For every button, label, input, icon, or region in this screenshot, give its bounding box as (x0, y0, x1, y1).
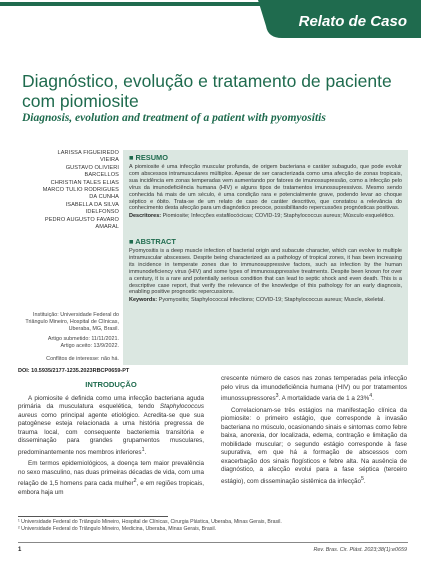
submission-dates (18, 336, 119, 350)
footnote-divider (18, 516, 168, 517)
author-line: BARCELLOS (84, 172, 119, 179)
keywords-text: Piomiosite; Infecções estafilocócicas; COVID-19; Staphylococcus aureus; Músculo esquelético. (161, 213, 395, 220)
keywords-text: Pyomyositis; Staphylococcal infections; COVID-19; Staphylococcus aureus; Muscle, skeletal. (157, 297, 385, 304)
author-line: IDELFONSO (85, 209, 119, 216)
paragraph: crescente número de casos nas zonas temperadas pela infecção pelo vírus da imunodeficiência humana (HIV) ou por tratamentos imunossupressores$^3$. A mortalidade varia de 1 a 23%$^4$. (221, 375, 407, 403)
paragraph: Correlacionam-se três estágios na manifestação clínica da piomiosite: o primeiro estágio, que corresponde à invasão bacteriana no músculo, ocasionando sinais e sintomas como febre baixa, anorexia, dor localizada, edema, contração e limitação da mobilidade muscular; o segundo estágio corresponde à fase supurativa, em que há a formação de abscessos com exacerbação dos sinais flogísticos e febre alta. Na ausência de diagnóstico, a afecção evolui para a fase séptica (terceiro estágio), com disseminação sistêmica da infecção$^5$. (221, 406, 407, 485)
keywords-label: Keywords: (129, 297, 158, 304)
abstract-keywords (123, 297, 408, 304)
article-title-en: Diagnosis, evolution and treatment of a patient with pyomyositis (22, 112, 326, 124)
resumo-body: A piomiosite é uma infecção muscular profunda, de origem bacteriana e caráter subagudo, que pode evoluir com abscessos intramusculares múltiplos. Apesar de ser caracterizada como uma afecção de zonas tropicais, sua incidência em zonas temperadas vem aumentando por fatores de imunossupressão, como a infecção pelo vírus da imunodeficiência humana (HIV) e alguns tipos de tratamentos imunossupressivos. Mesmo sendo conhecida há mais de um século, é uma condição rara e potencialmente grave, podendo levar ao choque séptico e óbito. Trata-se de um relato de caso de caráter descritivo, que constatou a relevância do conhecimento desta afecção para um diagnóstico precoce, possibilitando repercussões prognósticas positivas. (129, 164, 402, 212)
author-line: MARCO TULIO RODRIGUES (42, 187, 119, 194)
citation-ref[interactable]: 4 (369, 393, 373, 399)
page-number: 1 (18, 547, 22, 553)
section-tab-label: Relato de Caso (298, 13, 407, 30)
author-line: ISABELLA DA SILVA (65, 201, 119, 208)
conflict-of-interest: Conflitos de interesse: não há. (46, 356, 119, 362)
journal-citation: Rev. Bras. Cir. Plást. 2023;38(1):e0659 (313, 547, 407, 553)
author-line: DA CUNHA (89, 194, 119, 201)
author-line: LARISSA FIGUEIREDO (57, 150, 119, 156)
citation-ref[interactable]: 2 (133, 478, 137, 485)
abstract-body: Pyomyositis is a deep muscle infection of bacterial origin and subacute character, which can evolve to multiple intramuscular abscesses. Despite being characterized as a pathology of tropical zones, it has been increasing its incidence in temperate zones due to immunosuppressive factors, such as infection by the human immunodeficiency virus (HIV) and some types of immunosuppressive treatments. Despite been known for over a century, it is a rare and potentially serious condition that can lead to septic shock and even death. This is a descriptive case report, that verify the relevance of the knowledge of this pathology for an early diagnosis, enabling positive prognostic repercussions. (129, 248, 402, 296)
doi-link[interactable]: DOI: 10.5935/2177-1235.2023RBCP0659-PT (18, 368, 130, 374)
resumo-heading: ■ RESUMO (129, 153, 168, 162)
footnote: ¹ Universidade Federal do Triângulo Mineiro, Hospital de Clínicas, Cirurgia Plástica, Uberaba, Minas Gerais, Brasil. (18, 519, 282, 525)
footnote: ² Universidade Federal do Triângulo Mineiro, Medicina, Uberaba, Minas Gerais, Brasil. (18, 526, 217, 532)
section-heading-introduction: INTRODUÇÃO (85, 380, 137, 389)
abstract-box (123, 234, 408, 365)
author-line: AMARAL (95, 224, 119, 231)
submitted-date: Artigo submetido: 11/11/2021. (47, 336, 119, 342)
accepted-date: Artigo aceito: 13/9/2022. (60, 343, 119, 349)
author-line: PEDRO AUGUSTO FAVARO (44, 216, 119, 223)
author-line: CHRISTIAN TALES ELIAS (50, 179, 119, 186)
citation-ref[interactable]: 3 (275, 393, 279, 399)
citation-ref[interactable]: 1 (141, 446, 145, 453)
body-column-right (221, 375, 407, 489)
institution-affiliation: Instituição: Universidade Federal do Triângulo Mineiro, Hospital de Clínicas, Uberaba, MG, Brasil. (25, 312, 119, 332)
body-column-left (18, 375, 204, 500)
author-line: GUSTAVO OLIVIERI (65, 164, 119, 171)
paragraph: A piomiosite é definida como uma infecção bacteriana aguda primária da musculatura esquelética, tendo Staphylococcus aureus como principal agente etiológico. Acredita-se que sua patogênese esteja relacionada a uma história pregressa de trauma local, com consequente bacteriemia transitória e disseminação para grandes grupamentos musculares, predominantemente nos membros inferiores$^1$. (18, 394, 204, 456)
resumo-keywords (123, 213, 408, 220)
author-list (18, 150, 119, 231)
paragraph: Em termos epidemiológicos, a doença tem maior prevalência no sexo masculino, nas duas primeiras décadas de vida, com uma relação de 1,5 homens para cada mulher$^2$, e em regiões tropicais, embora haja um (18, 460, 204, 496)
article-title-pt: Diagnóstico, evolução e tratamento de paciente com piomiosite (22, 71, 392, 111)
author-line: VIEIRA (100, 157, 119, 164)
footnotes (18, 519, 408, 533)
keywords-label: Descritores: (129, 213, 162, 220)
citation-ref[interactable]: 5 (361, 475, 364, 482)
footer-divider (18, 542, 408, 543)
abstract-heading: ■ ABSTRACT (129, 237, 176, 246)
